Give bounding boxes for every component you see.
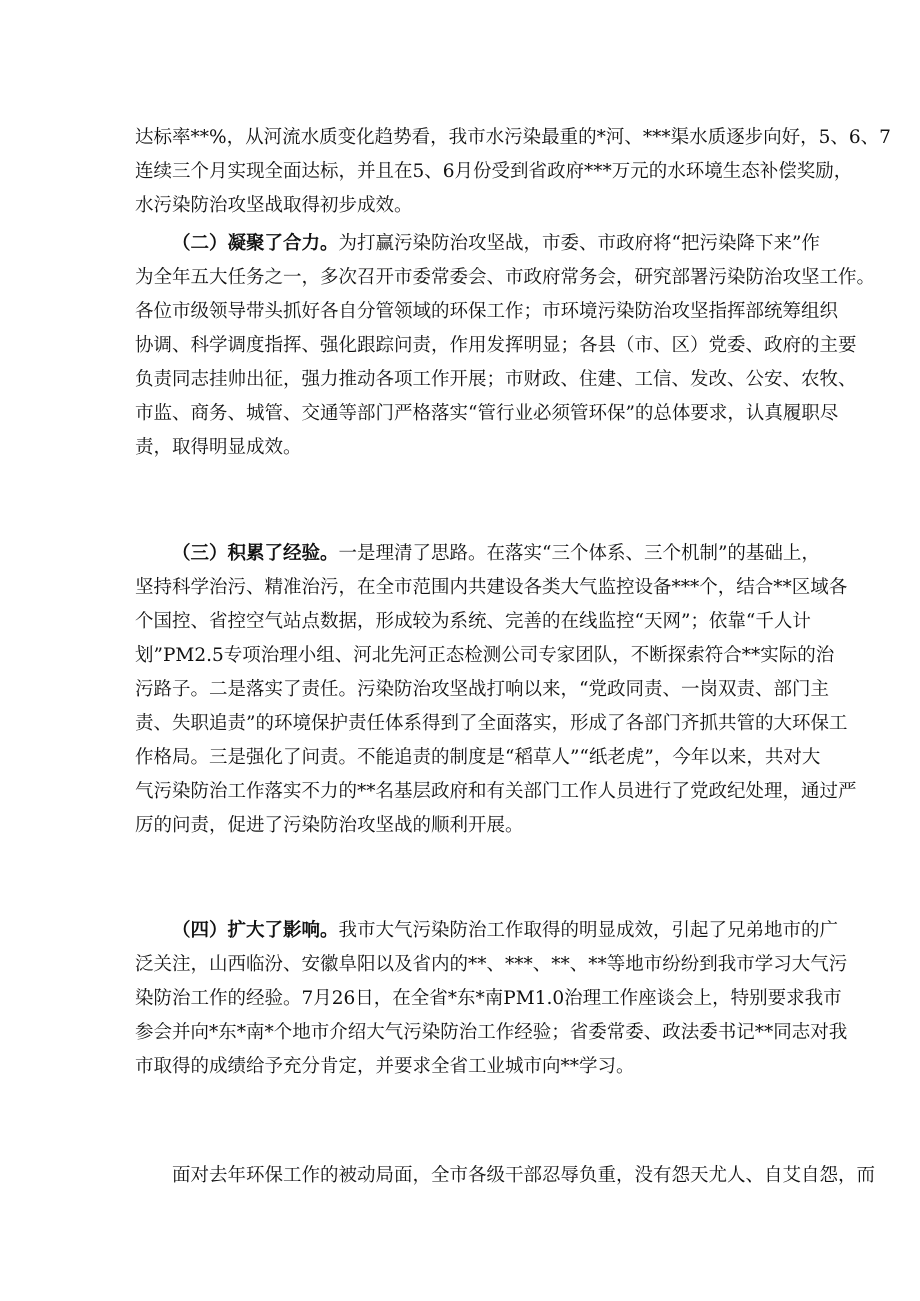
- text-run: 我市大气污染防治工作取得的明显成效，引起了兄弟地市的广: [338, 920, 839, 941]
- text-line: 个国控、省控空气站点数据，形成较为系统、完善的在线监控“天网”；依靠“千人计: [135, 611, 811, 632]
- text-line: 坚持科学治污、精准治污，在全市范围内共建设各类大气监控设备***个，结合**区域各: [135, 577, 848, 598]
- text-line: 染防治工作的经验。7月26日，在全省*东*南PM1.0治理工作座谈会上，特别要求我市: [135, 988, 842, 1009]
- text-run: 一是理清了思路。在落实“三个体系、三个机制”的基础上，: [338, 543, 820, 564]
- text-line: 划”PM2.5专项治理小组、河北先河正态检测公司专家团队，不断探索符合**实际的治: [135, 645, 835, 666]
- text-line: 市监、商务、城管、交通等部门严格落实“管行业必须管环保”的总体要求，认真履职尽: [135, 403, 839, 424]
- text-line: 污路子。二是落实了责任。污染防治攻坚战打响以来，“党政同责、一岗双责、部门主: [135, 679, 829, 700]
- text-line: 泛关注，山西临汾、安徽阜阳以及省内的**、***、**、**等地市纷纷到我市学习大气污: [135, 954, 848, 975]
- section-heading: （三）积累了经验。: [172, 543, 339, 564]
- text-line: [135, 227, 820, 261]
- paragraph-joint-effort: [135, 227, 876, 465]
- text-line: 责，取得明显成效。: [135, 437, 302, 458]
- text-line: 作格局。三是强化了问责。不能追责的制度是“稻草人”“纸老虎”，今年以来，共对大: [135, 747, 821, 768]
- paragraph-water-quality: [135, 121, 891, 223]
- text-line: 各位市级领导带头抓好各自分管领域的环保工作；市环境污染防治攻坚指挥部统筹组织: [135, 301, 839, 322]
- text-line: 水污染防治攻坚战取得初步成效。: [135, 195, 413, 216]
- text-line: 厉的问责，促进了污染防治攻坚战的顺利开展。: [135, 815, 524, 836]
- section-heading: （二）凝聚了合力。: [172, 233, 339, 254]
- text-line: [135, 914, 839, 948]
- paragraph-experience: [135, 537, 857, 843]
- paragraph-influence: [135, 914, 848, 1084]
- text-line: 协调、科学调度指挥、强化跟踪问责，作用发挥明显；各县（市、区）党委、政府的主要: [135, 335, 857, 356]
- section-heading: （四）扩大了影响。: [172, 920, 339, 941]
- text-line: 负责同志挂帅出征，强力推动各项工作开展；市财政、住建、工信、发改、公安、农牧、: [135, 369, 857, 390]
- text-line: 参会并向*东*南*个地市介绍大气污染防治工作经验；省委常委、政法委书记**同志对我: [135, 1022, 848, 1043]
- text-line: 气污染防治工作落实不力的**名基层政府和有关部门工作人员进行了党政纪处理，通过严: [135, 781, 857, 802]
- text-line: 责、失职追责”的环境保护责任体系得到了全面落实，形成了各部门齐抓共管的大环保工: [135, 713, 848, 734]
- text-line: 市取得的成绩给予充分肯定，并要求全省工业城市向**学习。: [135, 1056, 635, 1077]
- text-line: 连续三个月实现全面达标，并且在5、6月份受到省政府***万元的水环境生态补偿奖励，: [135, 161, 853, 182]
- text-run: 为打赢污染防治攻坚战，市委、市政府将“把污染降下来”作: [338, 233, 820, 254]
- text-line: 达标率**%，从河流水质变化趋势看，我市水污染最重的*河、***渠水质逐步向好，5、6、7: [135, 127, 891, 148]
- text-line: 面对去年环保工作的被动局面，全市各级干部忍辱负重，没有怨天尤人、自艾自怨，而: [172, 1165, 876, 1186]
- text-line: [135, 537, 820, 571]
- paragraph-closing: [135, 1159, 876, 1193]
- text-line: 为全年五大任务之一，多次召开市委常委会、市政府常务会，研究部署污染防治攻坚工作。: [135, 267, 876, 288]
